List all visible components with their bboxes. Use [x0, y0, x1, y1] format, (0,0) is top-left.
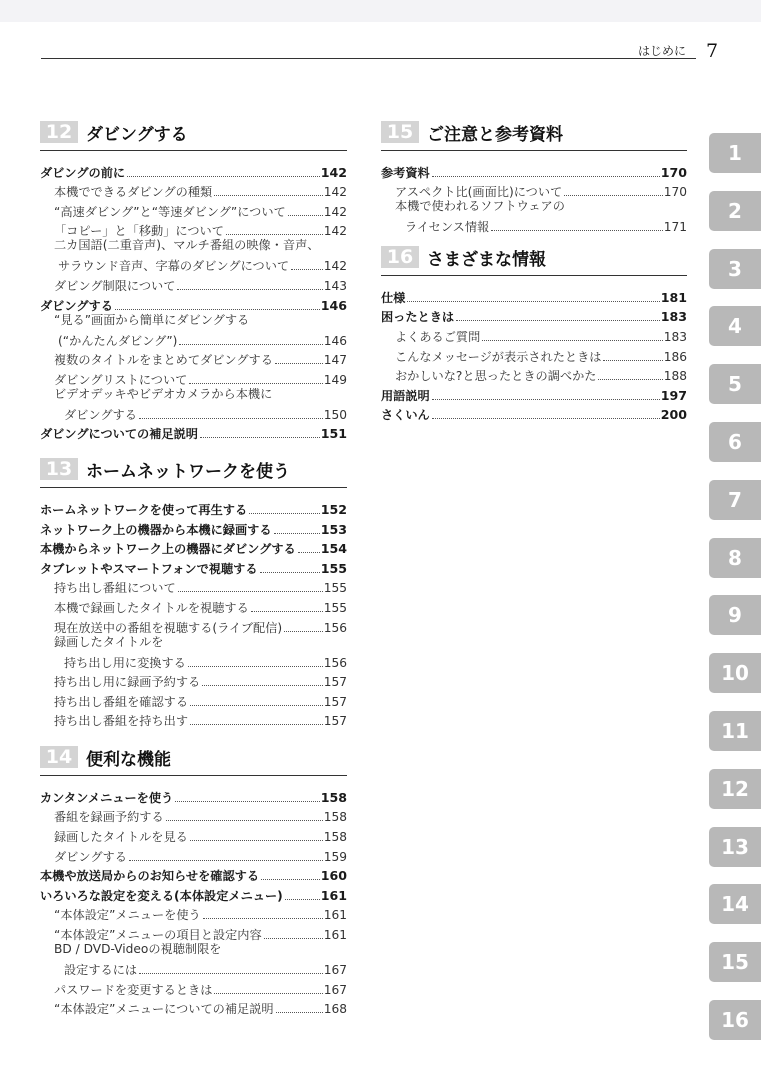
dot-leader	[598, 379, 662, 380]
toc-section-13	[40, 455, 347, 728]
entry-page-number: 161	[323, 908, 347, 923]
entry-page-number: 167	[323, 982, 347, 997]
dot-leader	[260, 572, 320, 573]
chapter-tab-14[interactable]: 14	[709, 884, 761, 924]
dot-leader	[275, 363, 323, 364]
dot-leader	[226, 234, 323, 235]
entry-label: 複数のタイトルをまとめてダビングする	[54, 353, 273, 368]
entry-page-number: 142	[323, 204, 347, 219]
section-rule	[40, 775, 347, 776]
chapter-tab-16[interactable]: 16	[709, 1000, 761, 1040]
entry-label: 本機で録画したタイトルを視聴する	[54, 600, 249, 615]
dot-leader	[200, 437, 320, 438]
chapter-tab-5[interactable]: 5	[709, 364, 761, 404]
entry-label: ダビングについての補足説明	[40, 427, 198, 442]
entry-label: “本体設定”メニューについての補足説明	[54, 1002, 274, 1017]
toc-entry-sub[interactable]	[40, 689, 347, 709]
toc-entry-sub[interactable]	[40, 844, 347, 864]
dot-leader	[202, 685, 322, 686]
dot-leader	[456, 320, 660, 321]
section-title: 便利な機能	[86, 749, 171, 770]
chapter-number-badge: 14	[40, 746, 78, 768]
toc-entry-sub[interactable]	[40, 977, 347, 997]
toc-entry-main[interactable]	[40, 422, 347, 442]
section-heading	[381, 118, 687, 146]
toc-entry-sub[interactable]	[381, 344, 687, 364]
entry-label: ダビングする	[54, 849, 127, 864]
entry-label: 二カ国語(二重音声)、マルチ番組の映像・音声、	[54, 238, 320, 253]
dot-leader	[129, 860, 323, 861]
entry-page-number: 157	[323, 694, 347, 709]
toc-entry-sub[interactable]	[40, 273, 347, 293]
dot-leader	[603, 360, 662, 361]
dot-leader	[190, 840, 323, 841]
entry-page-number: 197	[660, 387, 687, 403]
chapter-number-badge: 16	[381, 246, 419, 268]
entry-label: 本機や放送局からのお知らせを確認する	[40, 869, 260, 884]
toc-entry-sub[interactable]	[40, 615, 347, 635]
chapter-tab-8[interactable]: 8	[709, 538, 761, 578]
section-heading	[40, 455, 347, 483]
section-title: ダビングする	[86, 124, 188, 145]
entry-label: “見る”画面から簡単にダビングする	[54, 312, 250, 327]
entry-page-number: 152	[320, 501, 347, 517]
entry-label: サラウンド音声、字幕のダビングについて	[58, 259, 290, 274]
section-heading	[40, 743, 347, 771]
entry-label: 仕様	[381, 290, 406, 305]
chapter-number-badge: 15	[381, 121, 419, 143]
toc-entry-main[interactable]	[40, 293, 347, 313]
header-rule	[41, 58, 696, 59]
entry-page-number: 167	[323, 963, 347, 978]
section-title: ご注意と参考資料	[427, 124, 563, 145]
dot-leader	[139, 973, 323, 974]
chapter-tab-7[interactable]: 7	[709, 480, 761, 520]
entry-label: (“かんたんダビング”)	[58, 333, 178, 348]
dot-leader	[251, 611, 323, 612]
dot-leader	[432, 176, 660, 177]
entry-page-number: 143	[323, 278, 347, 293]
entry-label: “本体設定”メニューを使う	[54, 908, 201, 923]
entry-page-number: 157	[323, 714, 347, 729]
toc-entry-sub[interactable]	[40, 180, 347, 200]
toc-entry-sub[interactable]	[40, 670, 347, 690]
entry-page-number: 146	[323, 333, 347, 348]
toc-entry-sub[interactable]	[40, 922, 347, 942]
entry-page-number: 142	[320, 164, 347, 180]
entry-label: 本機でできるダビングの種類	[54, 185, 213, 200]
toc-entry-sub[interactable]	[40, 651, 347, 670]
section-title: さまざまな情報	[427, 249, 546, 270]
entry-label: 用語説明	[381, 388, 430, 403]
toc-entry-sub[interactable]	[40, 387, 347, 403]
entry-label: 本機からネットワーク上の機器にダビングする	[40, 542, 296, 557]
entry-label: “本体設定”メニューの項目と設定内容	[54, 928, 262, 943]
entry-page-number: 159	[323, 849, 347, 864]
toc-entry-sub[interactable]	[381, 199, 687, 215]
entry-label: ライセンス情報	[405, 220, 490, 235]
entry-label: 現在放送中の番組を視聴する(ライブ配信)	[54, 620, 283, 635]
entry-label: 持ち出し番組を確認する	[54, 694, 189, 709]
dot-leader	[249, 513, 320, 514]
dot-leader	[203, 918, 323, 919]
toc-entry-sub[interactable]	[381, 364, 687, 384]
section-rule	[40, 487, 347, 488]
toc-entry-sub[interactable]	[40, 199, 347, 219]
entry-label: 「コピー」と「移動」について	[54, 224, 224, 239]
dot-leader	[298, 552, 320, 553]
toc-entry-sub[interactable]	[40, 367, 347, 387]
toc-entry-sub[interactable]	[381, 180, 687, 200]
toc-entry-main[interactable]	[381, 160, 687, 180]
entry-page-number: 142	[323, 185, 347, 200]
entry-label: さくいん	[381, 408, 430, 423]
entry-page-number: 170	[663, 185, 687, 200]
chapter-tab-2[interactable]: 2	[709, 191, 761, 231]
toc-entry-main[interactable]	[381, 403, 687, 423]
toc-entry-sub[interactable]	[381, 324, 687, 344]
toc-section-12	[40, 118, 347, 441]
entry-label: “高速ダビング”と“等速ダビング”について	[54, 204, 286, 219]
dot-leader	[188, 666, 323, 667]
entry-page-number: 158	[323, 830, 347, 845]
toc-entry-sub[interactable]	[40, 824, 347, 844]
dot-leader	[177, 289, 322, 290]
entry-page-number: 151	[320, 426, 347, 442]
entry-page-number: 155	[320, 560, 347, 576]
chapter-number-badge: 12	[40, 121, 78, 143]
toc-entry-main[interactable]	[40, 864, 347, 884]
entry-label: タブレットやスマートフォンで視聴する	[40, 561, 258, 576]
entry-page-number: 170	[660, 164, 687, 180]
section-rule	[40, 150, 347, 151]
entry-label: おかしいな?と思ったときの調べかた	[395, 369, 597, 384]
entry-label: 持ち出し番組を持ち出す	[54, 714, 189, 729]
dot-leader	[482, 340, 662, 341]
toc-section-16	[381, 243, 687, 422]
entry-page-number: 154	[320, 541, 347, 557]
entry-page-number: 149	[323, 372, 347, 387]
entry-page-number: 161	[320, 887, 347, 903]
entry-label: ダビング制限について	[54, 278, 176, 293]
dot-leader	[214, 195, 323, 196]
entry-page-number: 183	[663, 329, 687, 344]
dot-leader	[432, 399, 660, 400]
dot-leader	[166, 820, 323, 821]
toc-entry-main[interactable]	[381, 285, 687, 305]
entry-page-number: 150	[323, 407, 347, 422]
toc-entry-sub[interactable]	[40, 709, 347, 729]
toc-entry-sub[interactable]	[40, 403, 347, 422]
running-header: はじめに	[637, 44, 686, 58]
entry-label: 参考資料	[381, 165, 430, 180]
entry-label: ホームネットワークを使って再生する	[40, 502, 248, 517]
toc-entry-sub[interactable]	[40, 238, 347, 254]
entry-page-number: 171	[663, 220, 687, 235]
entry-label: 持ち出し番組について	[54, 581, 176, 596]
toc-entry-sub[interactable]	[40, 329, 347, 348]
entry-page-number: 147	[323, 353, 347, 368]
entry-page-number: 183	[660, 309, 687, 325]
entry-label: 録画したタイトルを	[54, 634, 164, 649]
entry-page-number: 153	[320, 521, 347, 537]
entry-label: 困ったときは	[381, 310, 455, 325]
toc-entry-main[interactable]	[40, 537, 347, 557]
section-rule	[381, 150, 687, 151]
entry-label: ネットワーク上の機器から本機に録画する	[40, 522, 272, 537]
chapter-tab-9[interactable]: 9	[709, 595, 761, 635]
entry-label: 番組を録画予約する	[54, 810, 164, 825]
toc-section-14	[40, 743, 347, 1016]
dot-leader	[179, 344, 322, 345]
toc-right-column	[381, 118, 687, 422]
entry-label: いろいろな設定を変える(本体設定メニュー)	[40, 888, 283, 903]
toc-entry-sub[interactable]	[40, 942, 347, 958]
dot-leader	[190, 724, 323, 725]
toc-entry-sub[interactable]	[381, 215, 687, 234]
entry-page-number: 158	[323, 810, 347, 825]
top-band	[0, 0, 761, 22]
toc-left-column	[40, 118, 347, 1016]
dot-leader	[274, 533, 320, 534]
chapter-tab-13[interactable]: 13	[709, 827, 761, 867]
dot-leader	[127, 176, 320, 177]
toc-entry-sub[interactable]	[40, 219, 347, 239]
entry-label: ダビングの前に	[40, 165, 126, 180]
dot-leader	[190, 705, 323, 706]
entry-page-number: 156	[323, 655, 347, 670]
entry-page-number: 146	[320, 297, 347, 313]
page-number: 7	[706, 40, 719, 62]
dot-leader	[264, 938, 323, 939]
chapter-tab-1[interactable]: 1	[709, 133, 761, 173]
dot-leader	[291, 269, 323, 270]
entry-page-number: 155	[323, 581, 347, 596]
entry-label: 持ち出し用に録画予約する	[54, 675, 201, 690]
toc-entry-main[interactable]	[381, 383, 687, 403]
section-rule	[381, 275, 687, 276]
dot-leader	[178, 591, 323, 592]
toc-entry-sub[interactable]	[40, 805, 347, 825]
section-heading	[40, 118, 347, 146]
section-heading	[381, 243, 687, 271]
entry-page-number: 160	[320, 868, 347, 884]
dot-leader	[564, 195, 663, 196]
toc-entry-sub[interactable]	[40, 903, 347, 923]
entry-label: こんなメッセージが表示されたときは	[395, 349, 602, 364]
entry-label: BD / DVD-Videoの視聴制限を	[54, 942, 222, 957]
entry-page-number: 181	[660, 289, 687, 305]
entry-label: よくあるご質問	[395, 329, 481, 344]
chapter-tab-3[interactable]: 3	[709, 249, 761, 289]
toc-entry-sub[interactable]	[40, 576, 347, 596]
dot-leader	[115, 309, 320, 310]
toc-entry-sub[interactable]	[40, 958, 347, 977]
entry-page-number: 155	[323, 600, 347, 615]
chapter-tab-12[interactable]: 12	[709, 769, 761, 809]
toc-entry-sub[interactable]	[40, 313, 347, 329]
entry-label: 録画したタイトルを見る	[54, 830, 188, 845]
section-title: ホームネットワークを使う	[86, 461, 290, 482]
entry-label: ダビングする	[40, 298, 113, 313]
entry-label: 持ち出し用に変換する	[64, 655, 186, 670]
toc-entry-main[interactable]	[40, 517, 347, 537]
toc-entry-main[interactable]	[40, 785, 347, 805]
entry-label: 設定するには	[64, 963, 138, 978]
dot-leader	[284, 631, 323, 632]
entry-label: カンタンメニューを使う	[40, 790, 174, 805]
entry-page-number: 200	[660, 407, 687, 423]
entry-page-number: 142	[323, 224, 347, 239]
dot-leader	[189, 383, 322, 384]
entry-page-number: 156	[323, 620, 347, 635]
toc-entry-sub[interactable]	[40, 635, 347, 651]
dot-leader	[432, 418, 660, 419]
entry-page-number: 168	[323, 1002, 347, 1017]
dot-leader	[276, 1012, 323, 1013]
entry-page-number: 188	[663, 369, 687, 384]
chapter-tab-6[interactable]: 6	[709, 422, 761, 462]
dot-leader	[288, 215, 323, 216]
dot-leader	[175, 801, 319, 802]
chapter-tab-4[interactable]: 4	[709, 306, 761, 346]
entry-page-number: 186	[663, 349, 687, 364]
dot-leader	[407, 301, 659, 302]
entry-label: 本機で使われるソフトウェアの	[395, 199, 565, 214]
entry-label: アスペクト比(画面比)について	[395, 185, 563, 200]
chapter-number-badge: 13	[40, 458, 78, 480]
toc-section-15	[381, 118, 687, 234]
toc-entry-main[interactable]	[40, 160, 347, 180]
toc-entry-main[interactable]	[40, 497, 347, 517]
dot-leader	[285, 899, 320, 900]
toc-entry-sub[interactable]	[40, 348, 347, 368]
toc-entry-sub[interactable]	[40, 997, 347, 1017]
entry-label: ビデオデッキやビデオカメラから本機に	[54, 386, 273, 401]
chapter-tab-15[interactable]: 15	[709, 942, 761, 982]
toc-entry-main[interactable]	[381, 305, 687, 325]
dot-leader	[261, 879, 320, 880]
dot-leader	[214, 993, 322, 994]
toc-entry-main[interactable]	[40, 556, 347, 576]
entry-label: ダビングリストについて	[54, 372, 188, 387]
toc-entry-sub[interactable]	[40, 595, 347, 615]
chapter-tab-10[interactable]: 10	[709, 653, 761, 693]
dot-leader	[491, 230, 663, 231]
entry-page-number: 157	[323, 675, 347, 690]
chapter-tab-11[interactable]: 11	[709, 711, 761, 751]
toc-entry-sub[interactable]	[40, 254, 347, 273]
entry-page-number: 158	[320, 789, 347, 805]
entry-page-number: 161	[323, 928, 347, 943]
entry-label: ダビングする	[64, 407, 137, 422]
toc-entry-main[interactable]	[40, 883, 347, 903]
entry-page-number: 142	[323, 259, 347, 274]
dot-leader	[139, 418, 323, 419]
entry-label: パスワードを変更するときは	[54, 982, 213, 997]
